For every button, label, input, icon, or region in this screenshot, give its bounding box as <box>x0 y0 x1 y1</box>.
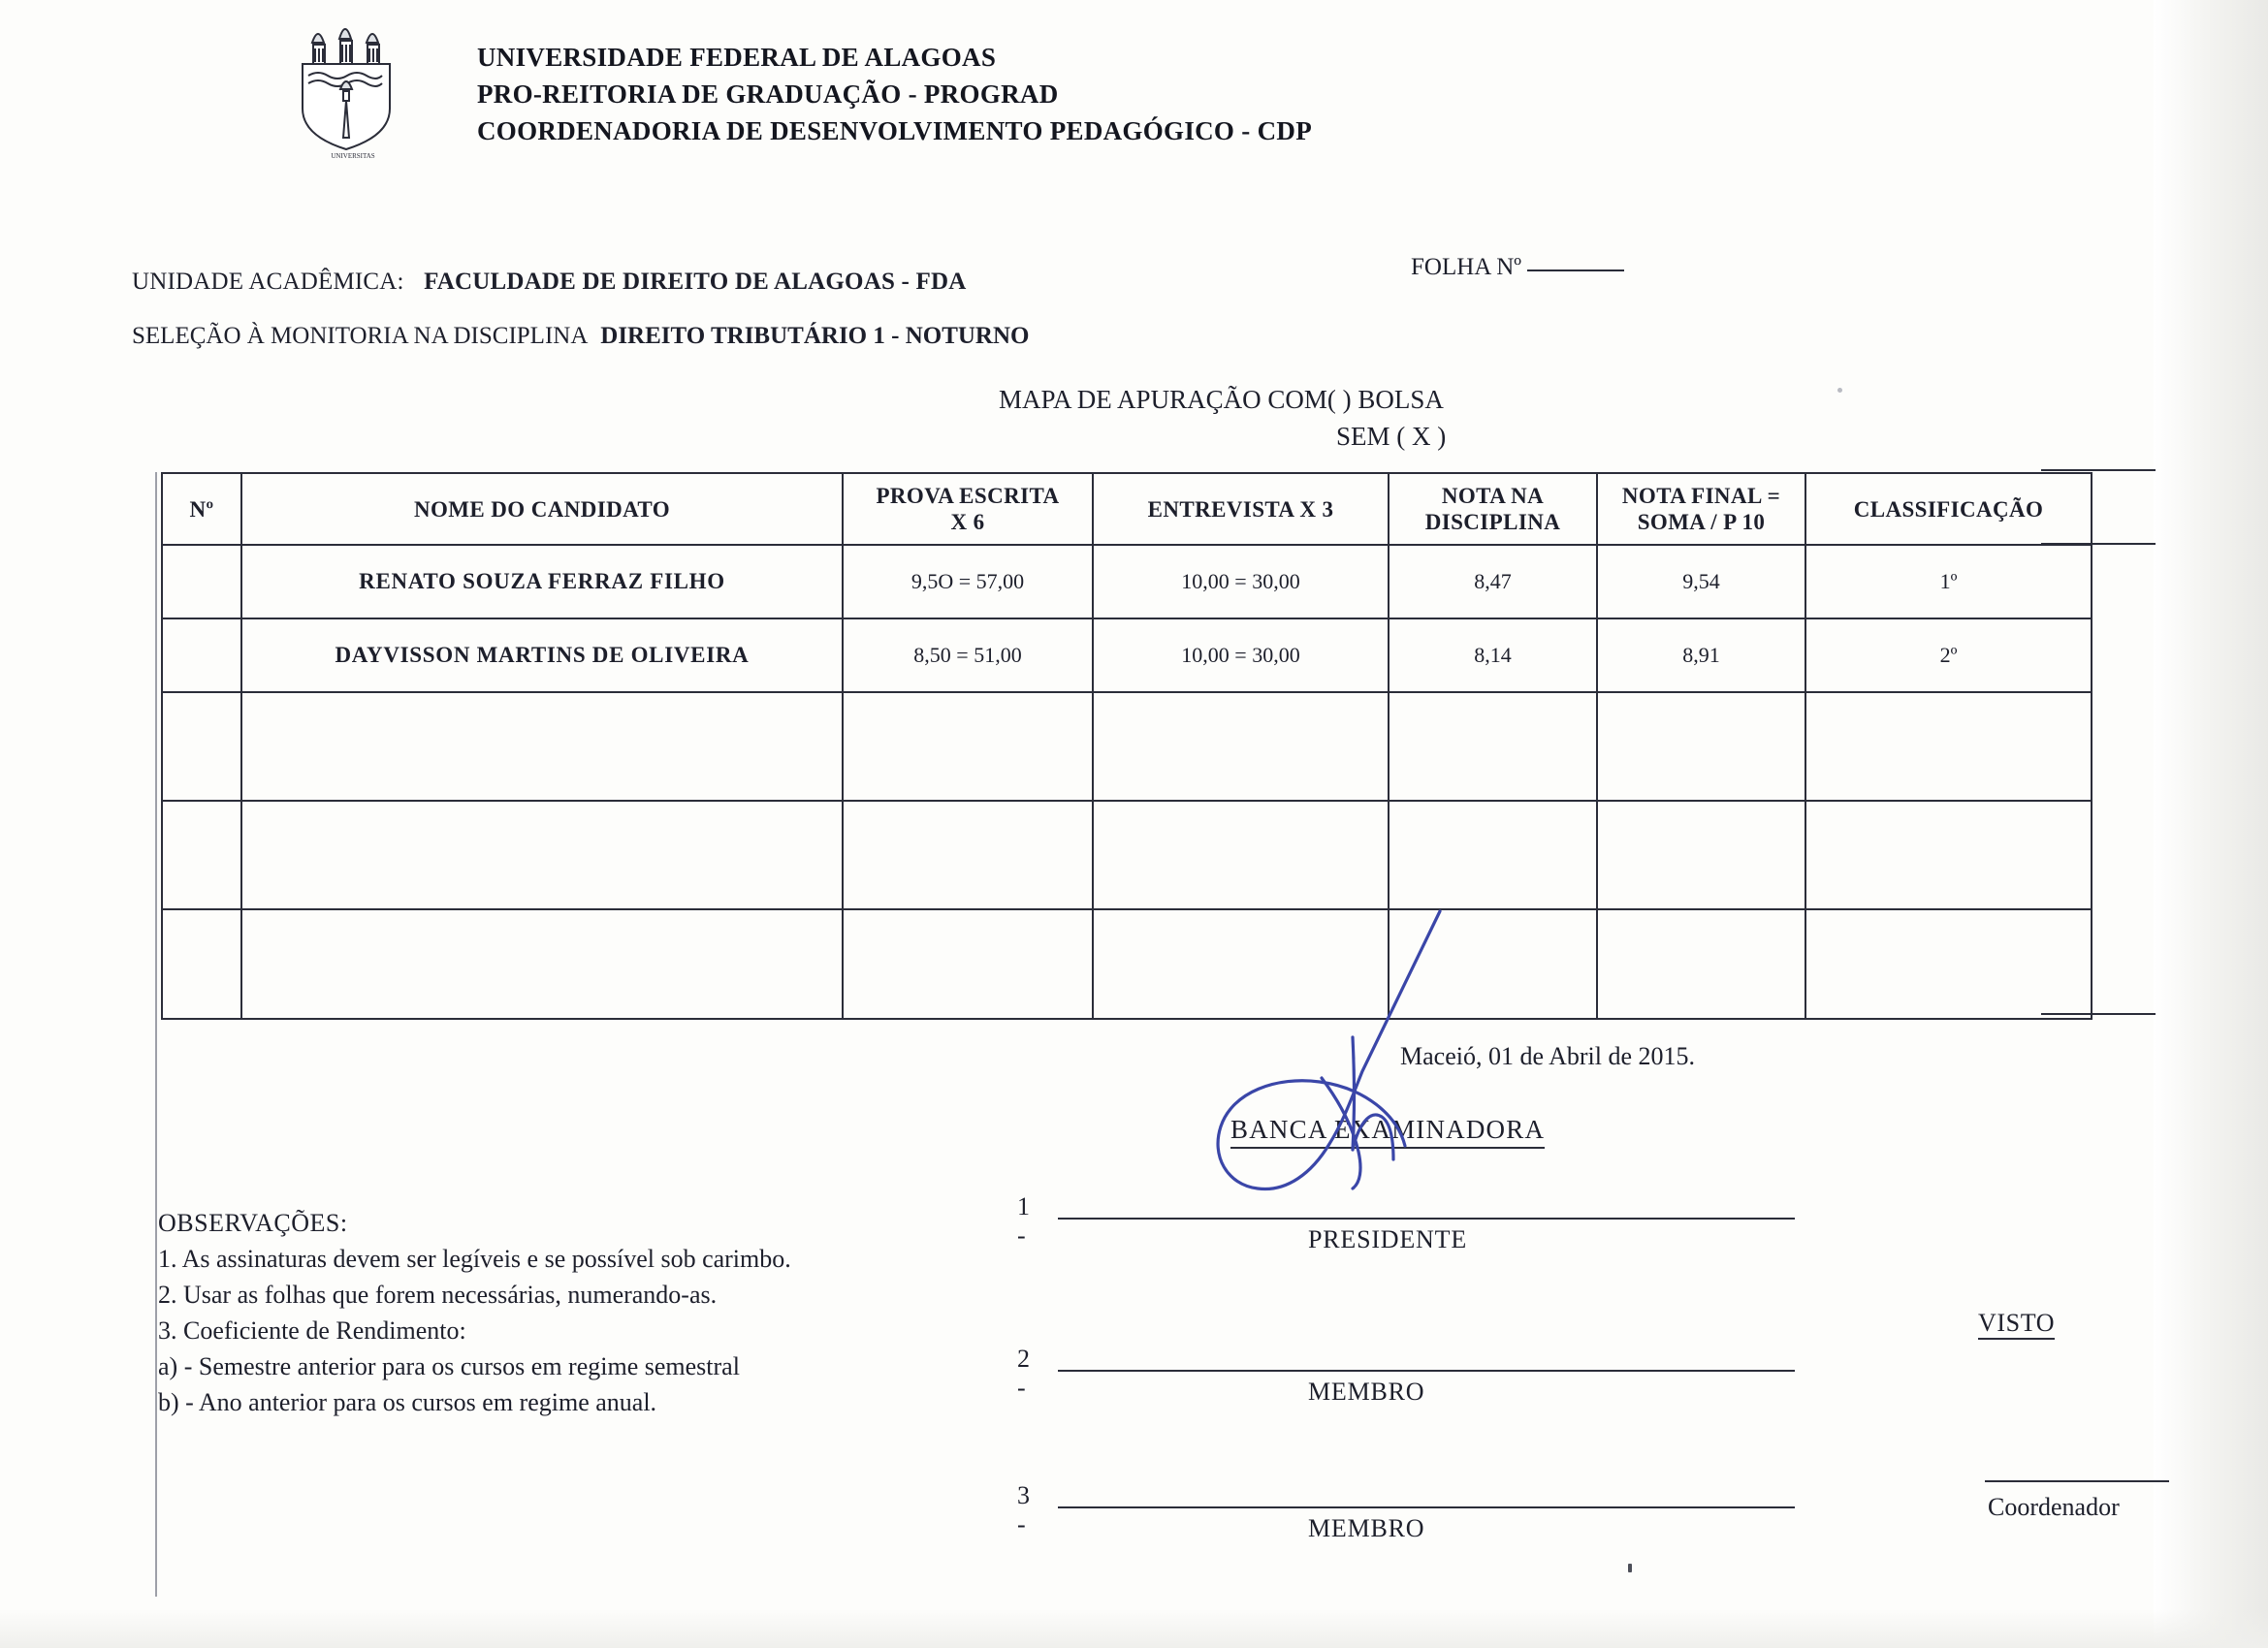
unidade-value: FACULDADE DE DIREITO DE ALAGOAS - FDA <box>424 269 967 295</box>
selecao-value: DIREITO TRIBUTÁRIO 1 - NOTURNO <box>600 323 1030 349</box>
table-row <box>162 618 2092 692</box>
column-header-final-line2: SOMA / P 10 <box>1637 510 1766 534</box>
cell-nome <box>241 801 843 909</box>
table-rule-extension-bottom <box>2041 1013 2156 1015</box>
cell-prova-escrita <box>843 692 1093 801</box>
cell-entrevista <box>1093 801 1389 909</box>
mapa-sem-bolsa: SEM ( X ) <box>1336 422 1447 451</box>
signature-rule[interactable] <box>1058 1506 1795 1508</box>
column-header-classificacao: CLASSIFICAÇÃO <box>1805 473 2092 545</box>
institution-line-3: COORDENADORIA DE DESENVOLVIMENTO PEDAGÓGICO - CDP <box>477 116 1313 145</box>
coordenador-signature-rule[interactable] <box>1985 1480 2169 1482</box>
cell-numero <box>162 801 241 909</box>
scan-artifact <box>1628 1564 1632 1572</box>
cell-nota-final <box>1597 909 1805 1019</box>
visto-label: VISTO <box>1978 1309 2055 1340</box>
cell-classificacao <box>1805 692 2092 801</box>
cell-numero <box>162 618 241 692</box>
selecao-monitoria <box>132 323 1029 350</box>
cell-nota-disciplina <box>1389 692 1597 801</box>
table-rule-extension-mid <box>2041 543 2156 545</box>
banca-examinadora-title: BANCA EXAMINADORA <box>1230 1115 1545 1149</box>
cell-nome: RENATO SOUZA FERRAZ FILHO <box>241 545 843 618</box>
mapa-apuracao <box>999 381 1446 455</box>
cell-nota-final: 9,54 <box>1597 545 1805 618</box>
cell-nota-disciplina: 8,14 <box>1389 618 1597 692</box>
svg-text:UNIVERSITAS: UNIVERSITAS <box>331 152 375 160</box>
folha-label: FOLHA Nº <box>1411 254 1522 280</box>
institution-line-2: PRO-REITORIA DE GRADUAÇÃO - PROGRAD <box>477 79 1059 109</box>
observacoes-title: OBSERVAÇÕES: <box>158 1209 348 1237</box>
signature-number: 3 - <box>1017 1481 1030 1538</box>
cell-prova-escrita: 8,50 = 51,00 <box>843 618 1093 692</box>
column-header-final-line1: NOTA FINAL = <box>1621 484 1781 508</box>
cell-entrevista: 10,00 = 30,00 <box>1093 545 1389 618</box>
observacoes-item: 2. Usar as folhas que forem necessárias, numerando-as. <box>158 1281 718 1309</box>
column-header-nome: NOME DO CANDIDATO <box>241 473 843 545</box>
selecao-label: SELEÇÃO À MONITORIA NA DISCIPLINA <box>132 323 588 349</box>
cell-prova-escrita: 9,5O = 57,00 <box>843 545 1093 618</box>
cell-nome <box>241 692 843 801</box>
cell-classificacao: 2º <box>1805 618 2092 692</box>
page-bottom-shadow <box>0 1609 2268 1648</box>
signature-role: MEMBRO <box>1308 1378 1425 1406</box>
mapa-com-bolsa: MAPA DE APURAÇÃO COM( ) BOLSA <box>999 385 1444 414</box>
coordenador-label: Coordenador <box>1988 1493 2120 1521</box>
table-header-row <box>162 473 2092 545</box>
cell-nota-final <box>1597 801 1805 909</box>
column-header-numero: Nº <box>162 473 241 545</box>
cell-nota-final <box>1597 692 1805 801</box>
scan-artifact <box>1837 388 1842 393</box>
observacoes-item: a) - Semestre anterior para os cursos em regime semestral <box>158 1352 740 1380</box>
cell-numero <box>162 909 241 1019</box>
cell-nome: DAYVISSON MARTINS DE OLIVEIRA <box>241 618 843 692</box>
institution-line-1: UNIVERSIDADE FEDERAL DE ALAGOAS <box>477 43 997 72</box>
cell-entrevista: 10,00 = 30,00 <box>1093 618 1389 692</box>
column-header-prova-line1: PROVA ESCRITA <box>876 484 1060 508</box>
page-left-margin-line <box>155 472 157 1597</box>
observacoes-item: 3. Coeficiente de Rendimento: <box>158 1316 466 1345</box>
column-header-nota-line1: NOTA NA <box>1441 484 1545 508</box>
signature-role: PRESIDENTE <box>1308 1225 1467 1253</box>
column-header-entrevista: ENTREVISTA X 3 <box>1093 473 1389 545</box>
unidade-label: UNIDADE ACADÊMICA: <box>132 269 404 295</box>
table-row-empty <box>162 801 2092 909</box>
cell-classificacao <box>1805 909 2092 1019</box>
candidates-table <box>161 472 2091 1020</box>
cell-prova-escrita <box>843 801 1093 909</box>
observacoes <box>158 1205 791 1420</box>
institution-header <box>477 39 1312 149</box>
cell-numero <box>162 692 241 801</box>
table-row <box>162 545 2092 618</box>
column-header-prova-line2: X 6 <box>950 510 985 534</box>
cell-nota-final: 8,91 <box>1597 618 1805 692</box>
signature-number: 1 - <box>1017 1192 1030 1250</box>
folha-blank-rule[interactable] <box>1527 269 1624 271</box>
cell-entrevista <box>1093 692 1389 801</box>
cell-entrevista <box>1093 909 1389 1019</box>
signature-rule[interactable] <box>1058 1370 1795 1372</box>
cell-nome <box>241 909 843 1019</box>
observacoes-item: 1. As assinaturas devem ser legíveis e se possível sob carimbo. <box>158 1245 791 1273</box>
column-header-prova-escrita <box>843 473 1093 545</box>
column-header-nota-disciplina <box>1389 473 1597 545</box>
cell-classificacao <box>1805 801 2092 909</box>
cell-nota-disciplina <box>1389 801 1597 909</box>
university-crest-icon <box>289 14 417 161</box>
local-e-data: Maceió, 01 de Abril de 2015. <box>1400 1042 1695 1070</box>
column-header-nota-line2: DISCIPLINA <box>1424 510 1561 534</box>
column-header-nota-final <box>1597 473 1805 545</box>
folha-numero <box>1411 254 1624 281</box>
table-row-empty <box>162 909 2092 1019</box>
table-rule-extension-top <box>2041 469 2156 471</box>
cell-classificacao: 1º <box>1805 545 2092 618</box>
cell-nota-disciplina <box>1389 909 1597 1019</box>
signature-role: MEMBRO <box>1308 1514 1425 1542</box>
cell-numero <box>162 545 241 618</box>
table-row-empty <box>162 692 2092 801</box>
signature-rule[interactable] <box>1058 1218 1795 1220</box>
unidade-academica <box>132 269 966 296</box>
cell-prova-escrita <box>843 909 1093 1019</box>
signature-number: 2 - <box>1017 1345 1030 1402</box>
observacoes-item: b) - Ano anterior para os cursos em regime anual. <box>158 1388 657 1416</box>
cell-nota-disciplina: 8,47 <box>1389 545 1597 618</box>
page-right-shadow <box>2154 0 2268 1648</box>
